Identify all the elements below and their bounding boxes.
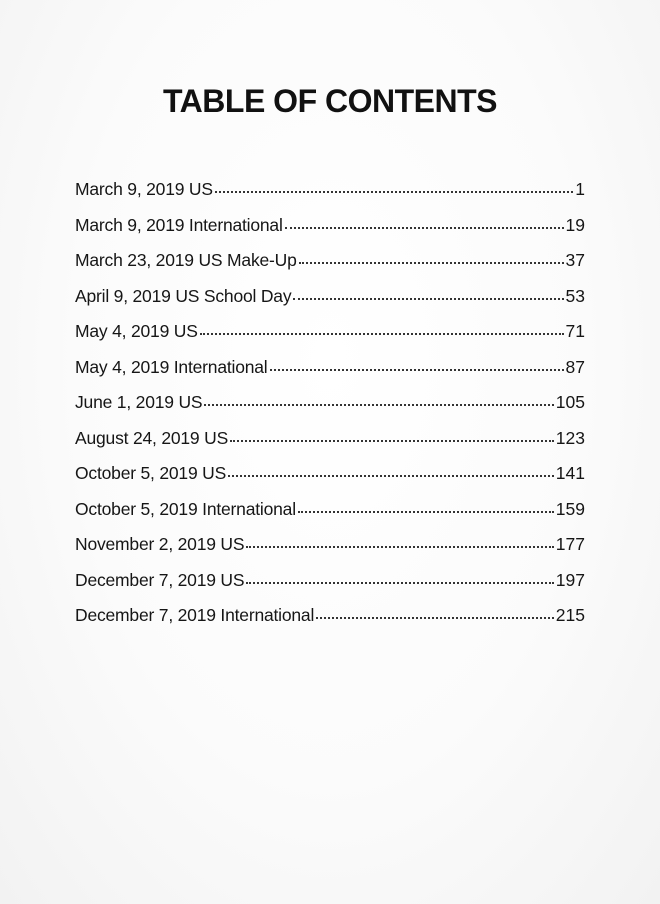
toc-entry-page: 87 xyxy=(565,356,585,377)
toc-entry-page: 141 xyxy=(555,463,585,483)
toc-entry-label: October 5, 2019 International xyxy=(75,498,296,519)
toc-entry xyxy=(75,492,585,528)
toc-entry xyxy=(75,279,585,315)
page-title: TABLE OF CONTENTS xyxy=(163,83,497,119)
toc-entry-page: 1 xyxy=(575,179,585,199)
dot-leader xyxy=(299,261,564,264)
toc-entry-label: November 2, 2019 US xyxy=(75,534,245,554)
dot-leader xyxy=(200,332,564,335)
toc-entry-page: 71 xyxy=(565,321,585,341)
toc-entry xyxy=(75,172,585,208)
toc-entry xyxy=(75,598,585,634)
toc-entry-page: 19 xyxy=(565,214,585,235)
dot-leader xyxy=(215,190,573,193)
toc-entry-label: March 9, 2019 International xyxy=(75,214,283,235)
dot-leader xyxy=(298,510,554,513)
toc-entry-page: 197 xyxy=(555,569,585,590)
toc-entry-page: 37 xyxy=(565,250,585,270)
toc-entry-label: May 4, 2019 US xyxy=(75,321,198,341)
toc-entry xyxy=(75,350,585,386)
toc-entry xyxy=(75,385,585,421)
dot-leader xyxy=(204,403,553,406)
toc-entry-page: 215 xyxy=(555,605,585,625)
toc-entry xyxy=(75,243,585,279)
toc-entry-page: 177 xyxy=(555,534,585,554)
toc-entry xyxy=(75,314,585,350)
toc-entry xyxy=(75,208,585,244)
toc-entry-page: 159 xyxy=(555,498,585,519)
toc-entry-label: March 9, 2019 US xyxy=(75,179,213,199)
toc-entry-label: December 7, 2019 International xyxy=(75,605,315,625)
dot-leader xyxy=(293,297,563,300)
toc-entry-label: March 23, 2019 US Make-Up xyxy=(75,250,297,270)
dot-leader xyxy=(285,226,564,229)
dot-leader xyxy=(270,368,564,371)
toc-entry-label: June 1, 2019 US xyxy=(75,392,203,412)
dot-leader xyxy=(228,474,554,477)
dot-leader xyxy=(246,581,553,584)
toc-entry xyxy=(75,563,585,599)
toc-entry-page: 53 xyxy=(565,285,585,306)
dot-leader xyxy=(230,439,554,442)
toc-entry-label: May 4, 2019 International xyxy=(75,356,268,377)
toc-entry xyxy=(75,421,585,457)
toc-entry-page: 105 xyxy=(555,392,585,412)
dot-leader xyxy=(246,545,553,548)
toc-entry-label: December 7, 2019 US xyxy=(75,569,245,590)
toc-entry xyxy=(75,456,585,492)
toc-entry-page: 123 xyxy=(555,427,585,448)
toc-entry-label: August 24, 2019 US xyxy=(75,427,229,448)
toc-entry-label: April 9, 2019 US School Day xyxy=(75,285,292,306)
toc-entry xyxy=(75,527,585,563)
toc-entry-label: October 5, 2019 US xyxy=(75,463,227,483)
dot-leader xyxy=(316,616,554,619)
table-of-contents xyxy=(75,172,585,634)
